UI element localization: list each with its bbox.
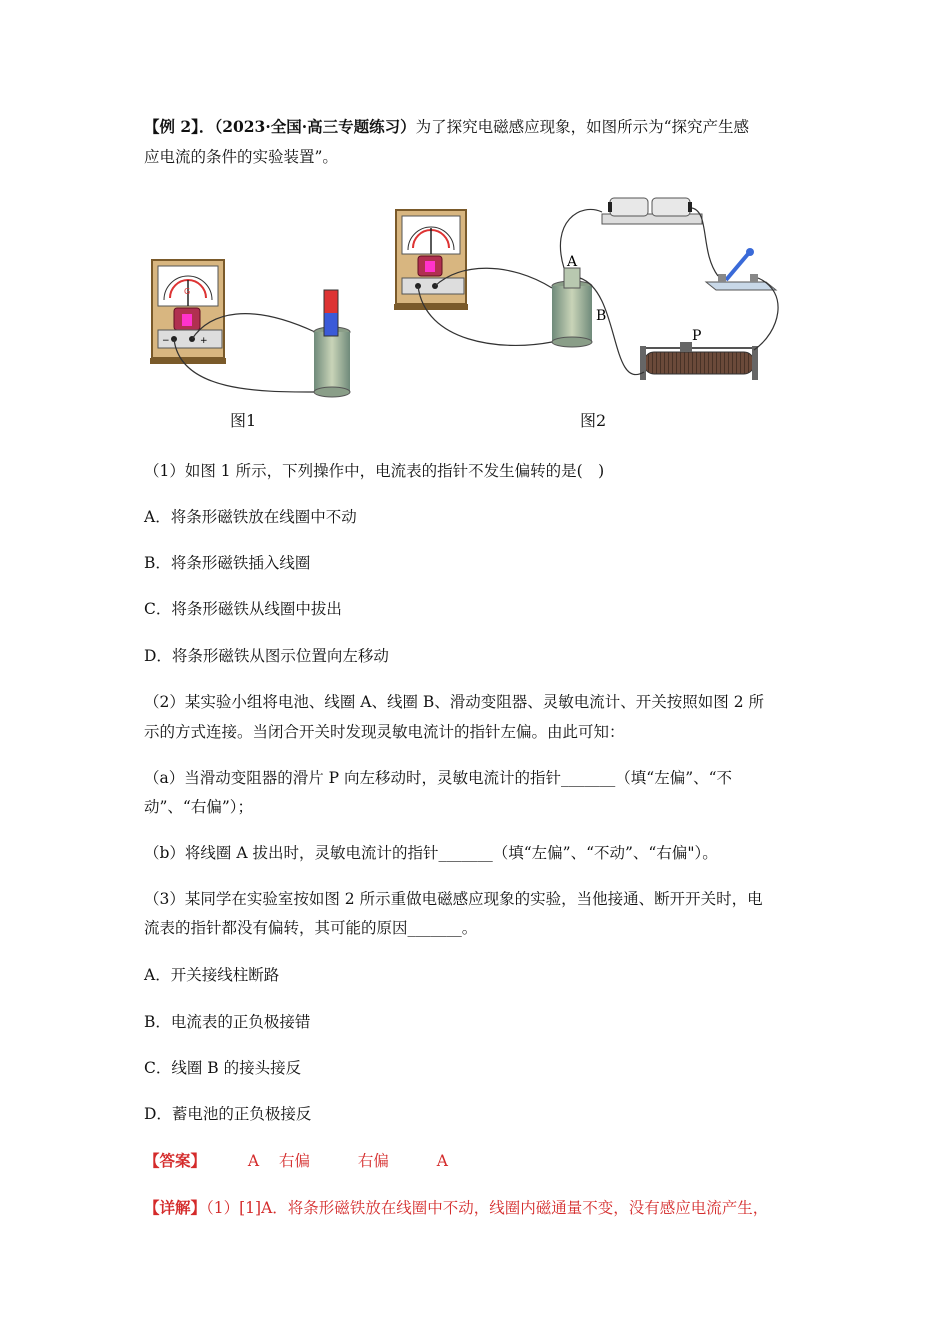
coils-ab [552, 254, 606, 347]
q3-option-c: C．线圈 B 的接头接反 [144, 1059, 302, 1077]
figure-caption-1: 图1 [230, 411, 257, 430]
detail-text: （1）[1]A．将条形磁铁放在线圈中不动，线圈内磁通量不变，没有感应电流产生， [206, 1199, 769, 1217]
coil-a-label: A [567, 254, 578, 270]
coil-b-label: B [596, 308, 607, 324]
q1-option-c: C．将条形磁铁从线圈中拔出 [144, 600, 342, 618]
galvanometer-2 [394, 210, 468, 310]
answer-value-3: 右偏 [357, 1152, 389, 1170]
svg-text:+: + [200, 336, 208, 346]
q1-option-d: D．将条形磁铁从图示位置向左移动 [144, 647, 389, 665]
slider-p-label: P [692, 328, 702, 344]
svg-text:−: − [162, 336, 170, 346]
answer-label: 【答案】 [144, 1151, 207, 1170]
detail-line [144, 1198, 768, 1218]
svg-text:G: G [184, 287, 191, 296]
answer-value-4: A [436, 1152, 448, 1170]
experiment-diagram [140, 182, 820, 432]
answer-value-2: 右偏 [278, 1152, 310, 1170]
intro-text-1: 为了探究电磁感应现象，如图所示为“探究产生感 [415, 118, 750, 136]
coil-fig1 [314, 290, 350, 397]
rheostat [640, 328, 758, 380]
question-source: （2023·全国·高三专题练习） [214, 117, 416, 136]
q2-a-line-1: （a）当滑动变阻器的滑片 P 向左移动时，灵敏电流计的指针_______（填“左偏”、“不 [144, 769, 733, 787]
q2-b: （b）将线圈 A 拔出时，灵敏电流计的指针_______（填“左偏”、“不动”、“右偏"）。 [144, 844, 718, 862]
q3-stem-2: 流表的指针都没有偏转，其可能的原因_______。 [144, 919, 478, 937]
figure-caption-2: 图2 [580, 411, 607, 430]
question-title-line-1 [144, 117, 749, 137]
switch [706, 248, 776, 290]
q1-stem: （1）如图 1 所示，下列操作中，电流表的指针不发生偏转的是( ) [144, 462, 605, 480]
answer-line [144, 1151, 448, 1171]
example-label: 【例 2】． [144, 117, 215, 136]
intro-text-2: 应电流的条件的实验装置”。 [144, 148, 338, 166]
answer-value-1: A [247, 1152, 260, 1170]
battery [602, 198, 702, 224]
q3-option-d: D．蓄电池的正负极接反 [144, 1105, 312, 1123]
q1-option-b: B．将条形磁铁插入线圈 [144, 554, 311, 572]
galvanometer-1 [150, 260, 226, 364]
q3-option-a: A．开关接线柱断路 [144, 966, 280, 984]
q2-stem-2: 示的方式连接。当闭合开关时发现灵敏电流计的指针左偏。由此可知： [144, 723, 625, 741]
q3-option-b: B．电流表的正负极接错 [144, 1013, 311, 1031]
q2-a-line-2: 动”、“右偏”）； [144, 798, 254, 816]
q1-option-a: A．将条形磁铁放在线圈中不动 [144, 508, 357, 526]
detail-label: 【详解】 [144, 1198, 207, 1217]
experiment-figure [140, 182, 820, 432]
q2-stem-1: （2）某实验小组将电池、线圈 A、线圈 B、滑动变阻器、灵敏电流计、开关按照如图 2 所 [144, 693, 765, 711]
q3-stem-1: （3）某同学在实验室按如图 2 所示重做电磁感应现象的实验，当他接通、断开开关时，电 [144, 890, 763, 908]
